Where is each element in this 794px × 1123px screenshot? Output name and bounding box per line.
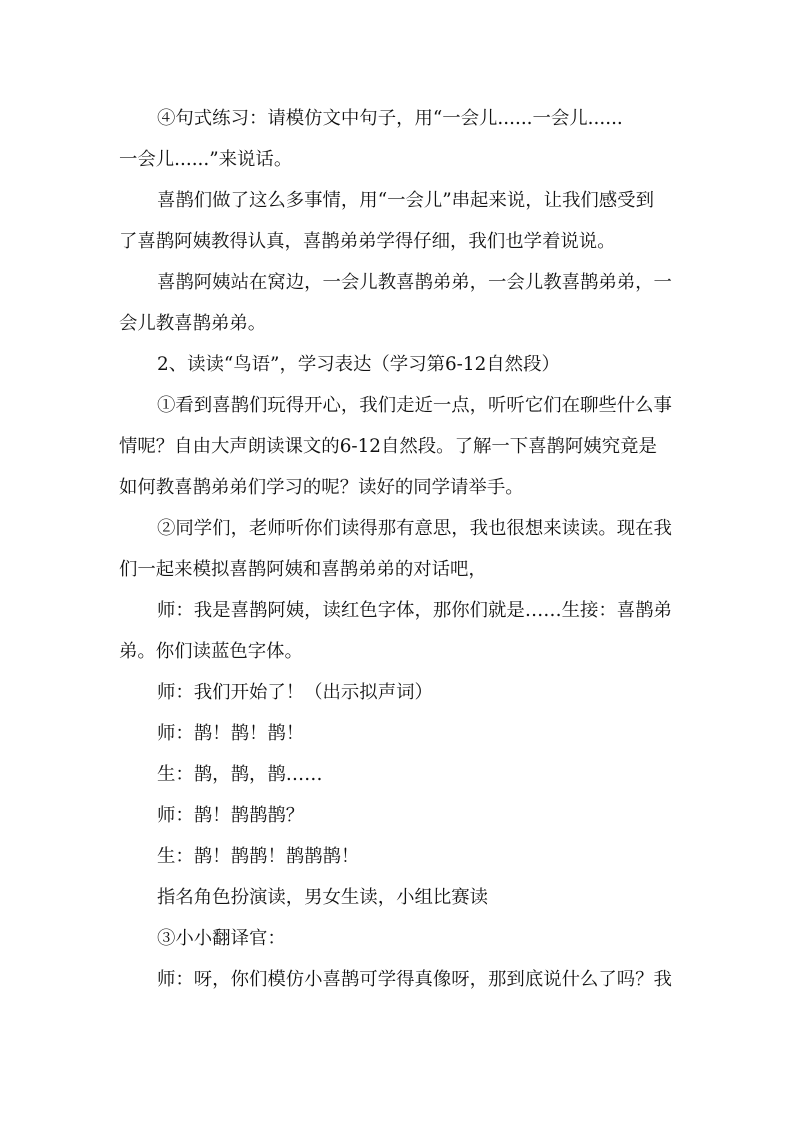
paragraph-dialogue-intro [119,508,685,590]
paragraph-example-sentence [119,262,685,344]
text-line: 弟。你们读蓝色字体。 [119,641,303,662]
text-line: 生：鹊，鹊，鹊…… [157,764,323,785]
text-line: 2、读读“鸟语”，学习表达（学习第6-12自然段） [157,354,560,375]
text-line: 一会儿......”来说话。 [119,149,293,170]
text-line: 生：鹊！鹊鹊！鹊鹊鹊！ [157,846,360,867]
text-line: 师：鹊！鹊鹊鹊？ [157,805,305,826]
text-line: 师：呀，你们模仿小喜鹊可学得真像呀，那到底说什么了吗？我 [157,969,672,990]
text-line: 如何教喜鹊弟弟们学习的呢？读好的同学请举手。 [119,477,524,498]
text-line: 了喜鹊阿姨教得认真，喜鹊弟弟学得仔细，我们也学着说说。 [119,231,616,252]
text-line: 们一起来模拟喜鹊阿姨和喜鹊弟弟的对话吧， [119,559,487,580]
dialogue-line [119,836,685,877]
paragraph-role-play [119,877,685,918]
text-line: 师：鹊！鹊！鹊！ [157,723,305,744]
text-line: ③小小翻译官： [157,928,286,949]
dialogue-line [119,713,685,754]
paragraph-teacher-role [119,590,685,672]
dialogue-line [119,672,685,713]
paragraph-teacher-question [119,959,685,1000]
paragraph-summary [119,180,685,262]
text-line: 情呢？自由大声朗读课文的6-12自然段。了解一下喜鹊阿姨究竟是 [119,436,657,457]
document-body [119,98,685,1000]
text-line: 会儿教喜鹊弟弟。 [119,313,267,334]
text-line: 喜鹊们做了这么多事情，用“一会儿”串起来说，让我们感受到 [157,190,654,211]
text-line: 师：我是喜鹊阿姨，读红色字体，那你们就是……生接：喜鹊弟 [157,600,672,621]
text-line: 喜鹊阿姨站在窝边，一会儿教喜鹊弟弟，一会儿教喜鹊弟弟，一 [157,272,672,293]
dialogue-line [119,754,685,795]
paragraph-sentence-practice [119,98,685,180]
section-heading-bird-language [119,344,685,385]
text-line: ②同学们，老师听你们读得那有意思，我也很想来读读。现在我 [157,518,672,539]
paragraph-reading-task [119,385,685,508]
text-line: ①看到喜鹊们玩得开心，我们走近一点，听听它们在聊些什么事 [157,395,672,416]
text-line: 指名角色扮演读，男女生读，小组比赛读 [157,887,489,908]
text-line: ④句式练习：请模仿文中句子，用“一会儿......一会儿...... [157,108,623,129]
section-heading-translator [119,918,685,959]
dialogue-line [119,795,685,836]
text-line: 师：我们开始了！（出示拟声词） [157,682,433,703]
